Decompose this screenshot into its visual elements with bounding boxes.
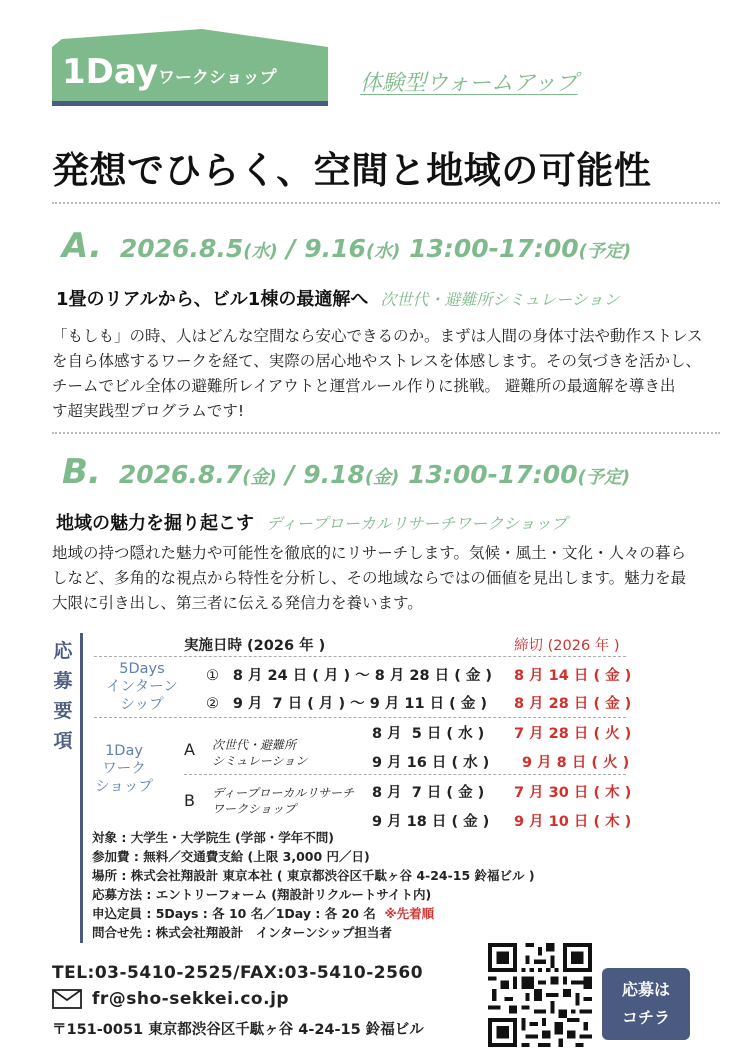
- qr-code[interactable]: [488, 943, 592, 1047]
- page-title: 発想でひらく、空間と地域の可能性: [52, 149, 652, 192]
- five-days-label: 5Days インターン シップ: [106, 661, 178, 713]
- date-cell: 8 月 5 日 ( 水 ): [372, 726, 485, 742]
- condition-fee: 参加費 : 無料／交通費支給 (上限 3,000 円／日): [92, 849, 370, 864]
- table-divider: [94, 656, 626, 657]
- condition-method: 応募方法 : エントリーフォーム (翔設計リクルートサイト内): [92, 887, 432, 902]
- tel-fax: TEL:03-5410-2525/FAX:03-5410-2560: [52, 963, 424, 983]
- session-a-heading: A. 2026.8.5 (水) / 9.16 (水) 13:00-17:00 (予定): [62, 226, 632, 266]
- condition-capacity: 申込定員 : 5Days : 各 10 名／1Day : 各 20 名 ※先着順: [92, 906, 435, 921]
- session-a-subtitle: 1畳のリアルから、ビル1棟の最適解へ 次世代・避難所シミュレーション: [56, 289, 620, 310]
- condition-contact: 問合せ先 : 株式会社翔設計 インターンシップ担当者: [92, 925, 392, 940]
- session-a-description: 「もしも」の時、人はどんな空間なら安心できるのか。まずは人間の身体寸法や動作ストレス を自ら体感するワークを経て、実際の居心地やストレスを体感します。その気づきを活かし、 チームでビル全体の避難所レイアウトと運営ルール作りに挑戦。 避難所の最適解を導き出 す超実践型プログラムです!: [52, 327, 703, 420]
- header-tab-label: 1Day ワークショップ: [62, 52, 277, 92]
- one-day-b-name: ディープローカルリサーチ ワークショップ: [212, 786, 354, 816]
- table-row: ① 8 月 24 日 ( 月 ) ～ 8 月 28 日 ( 金 ): [206, 668, 493, 684]
- session-a-tag: 次世代・避難所シミュレーション: [380, 290, 620, 309]
- session-b-heading: B. 2026.8.7 (金) / 9.18 (金) 13:00-17:00 (予定): [62, 452, 631, 492]
- session-b-tag: ディープローカルリサーチワークショップ: [266, 514, 567, 533]
- one-day-a-letter: A: [184, 740, 195, 759]
- date-cell: 9 月 16 日 ( 水 ): [372, 755, 490, 771]
- email-line[interactable]: [52, 989, 289, 1009]
- deadline-cell: 9 月 8 日 ( 火 ): [522, 755, 630, 771]
- email-address[interactable]: fr@sho-sekkei.co.jp: [92, 989, 290, 1009]
- condition-place: 場所 : 株式会社翔設計 東京本社 ( 東京都渋谷区千駄ヶ谷 4-24-15 鈴福ビル ): [92, 868, 535, 883]
- mail-icon: [52, 989, 82, 1009]
- session-b-description: 地域の持つ隠れた魅力や可能性を徹底的にリサーチします。気候・風土・文化・人々の暮ら しなど、多角的な視点から特性を分析し、その地域ならではの価値を見出します。魅力を最 大限に引き出し、第三者に伝える発信力を養います。: [52, 544, 687, 612]
- condition-target: 対象 : 大学生・大学院生 (学部・学年不問): [92, 830, 334, 845]
- deadline-cell: 8 月 28 日 ( 金 ): [514, 696, 632, 712]
- column-deadline-header: 締切 (2026 年 ): [514, 638, 620, 654]
- divider: [52, 432, 720, 434]
- header-subtitle: 体験型ウォームアップ: [360, 71, 578, 96]
- column-date-header: 実施日時 (2026 年 ): [184, 638, 326, 654]
- deadline-cell: 8 月 14 日 ( 金 ): [514, 668, 632, 684]
- one-day-a-name: 次世代・避難所 シミュレーション: [212, 738, 308, 768]
- table-divider: [94, 717, 626, 718]
- deadline-cell: 9 月 10 日 ( 木 ): [514, 814, 632, 830]
- deadline-cell: 7 月 30 日 ( 木 ): [514, 785, 632, 801]
- date-cell: 8 月 7 日 ( 金 ): [372, 785, 485, 801]
- address: 〒151-0051 東京都渋谷区千駄ヶ谷 4-24-15 鈴福ビル: [52, 1022, 424, 1038]
- one-day-label: 1Day ワーク ショップ: [95, 743, 153, 795]
- one-day-b-letter: B: [184, 791, 195, 810]
- apply-button[interactable]: 応募は コチラ: [602, 968, 690, 1040]
- divider: [52, 202, 720, 204]
- requirements-label: 応 募 要 項: [53, 640, 73, 752]
- requirements-bar: [80, 633, 83, 943]
- session-b-subtitle: 地域の魅力を掘り起こす ディープローカルリサーチワークショップ: [56, 513, 567, 534]
- deadline-cell: 7 月 28 日 ( 火 ): [514, 726, 632, 742]
- table-row: ② 9 月 7 日 ( 月 ) ～ 9 月 11 日 ( 金 ): [206, 696, 488, 712]
- table-divider: [184, 774, 626, 775]
- date-cell: 9 月 18 日 ( 金 ): [372, 814, 490, 830]
